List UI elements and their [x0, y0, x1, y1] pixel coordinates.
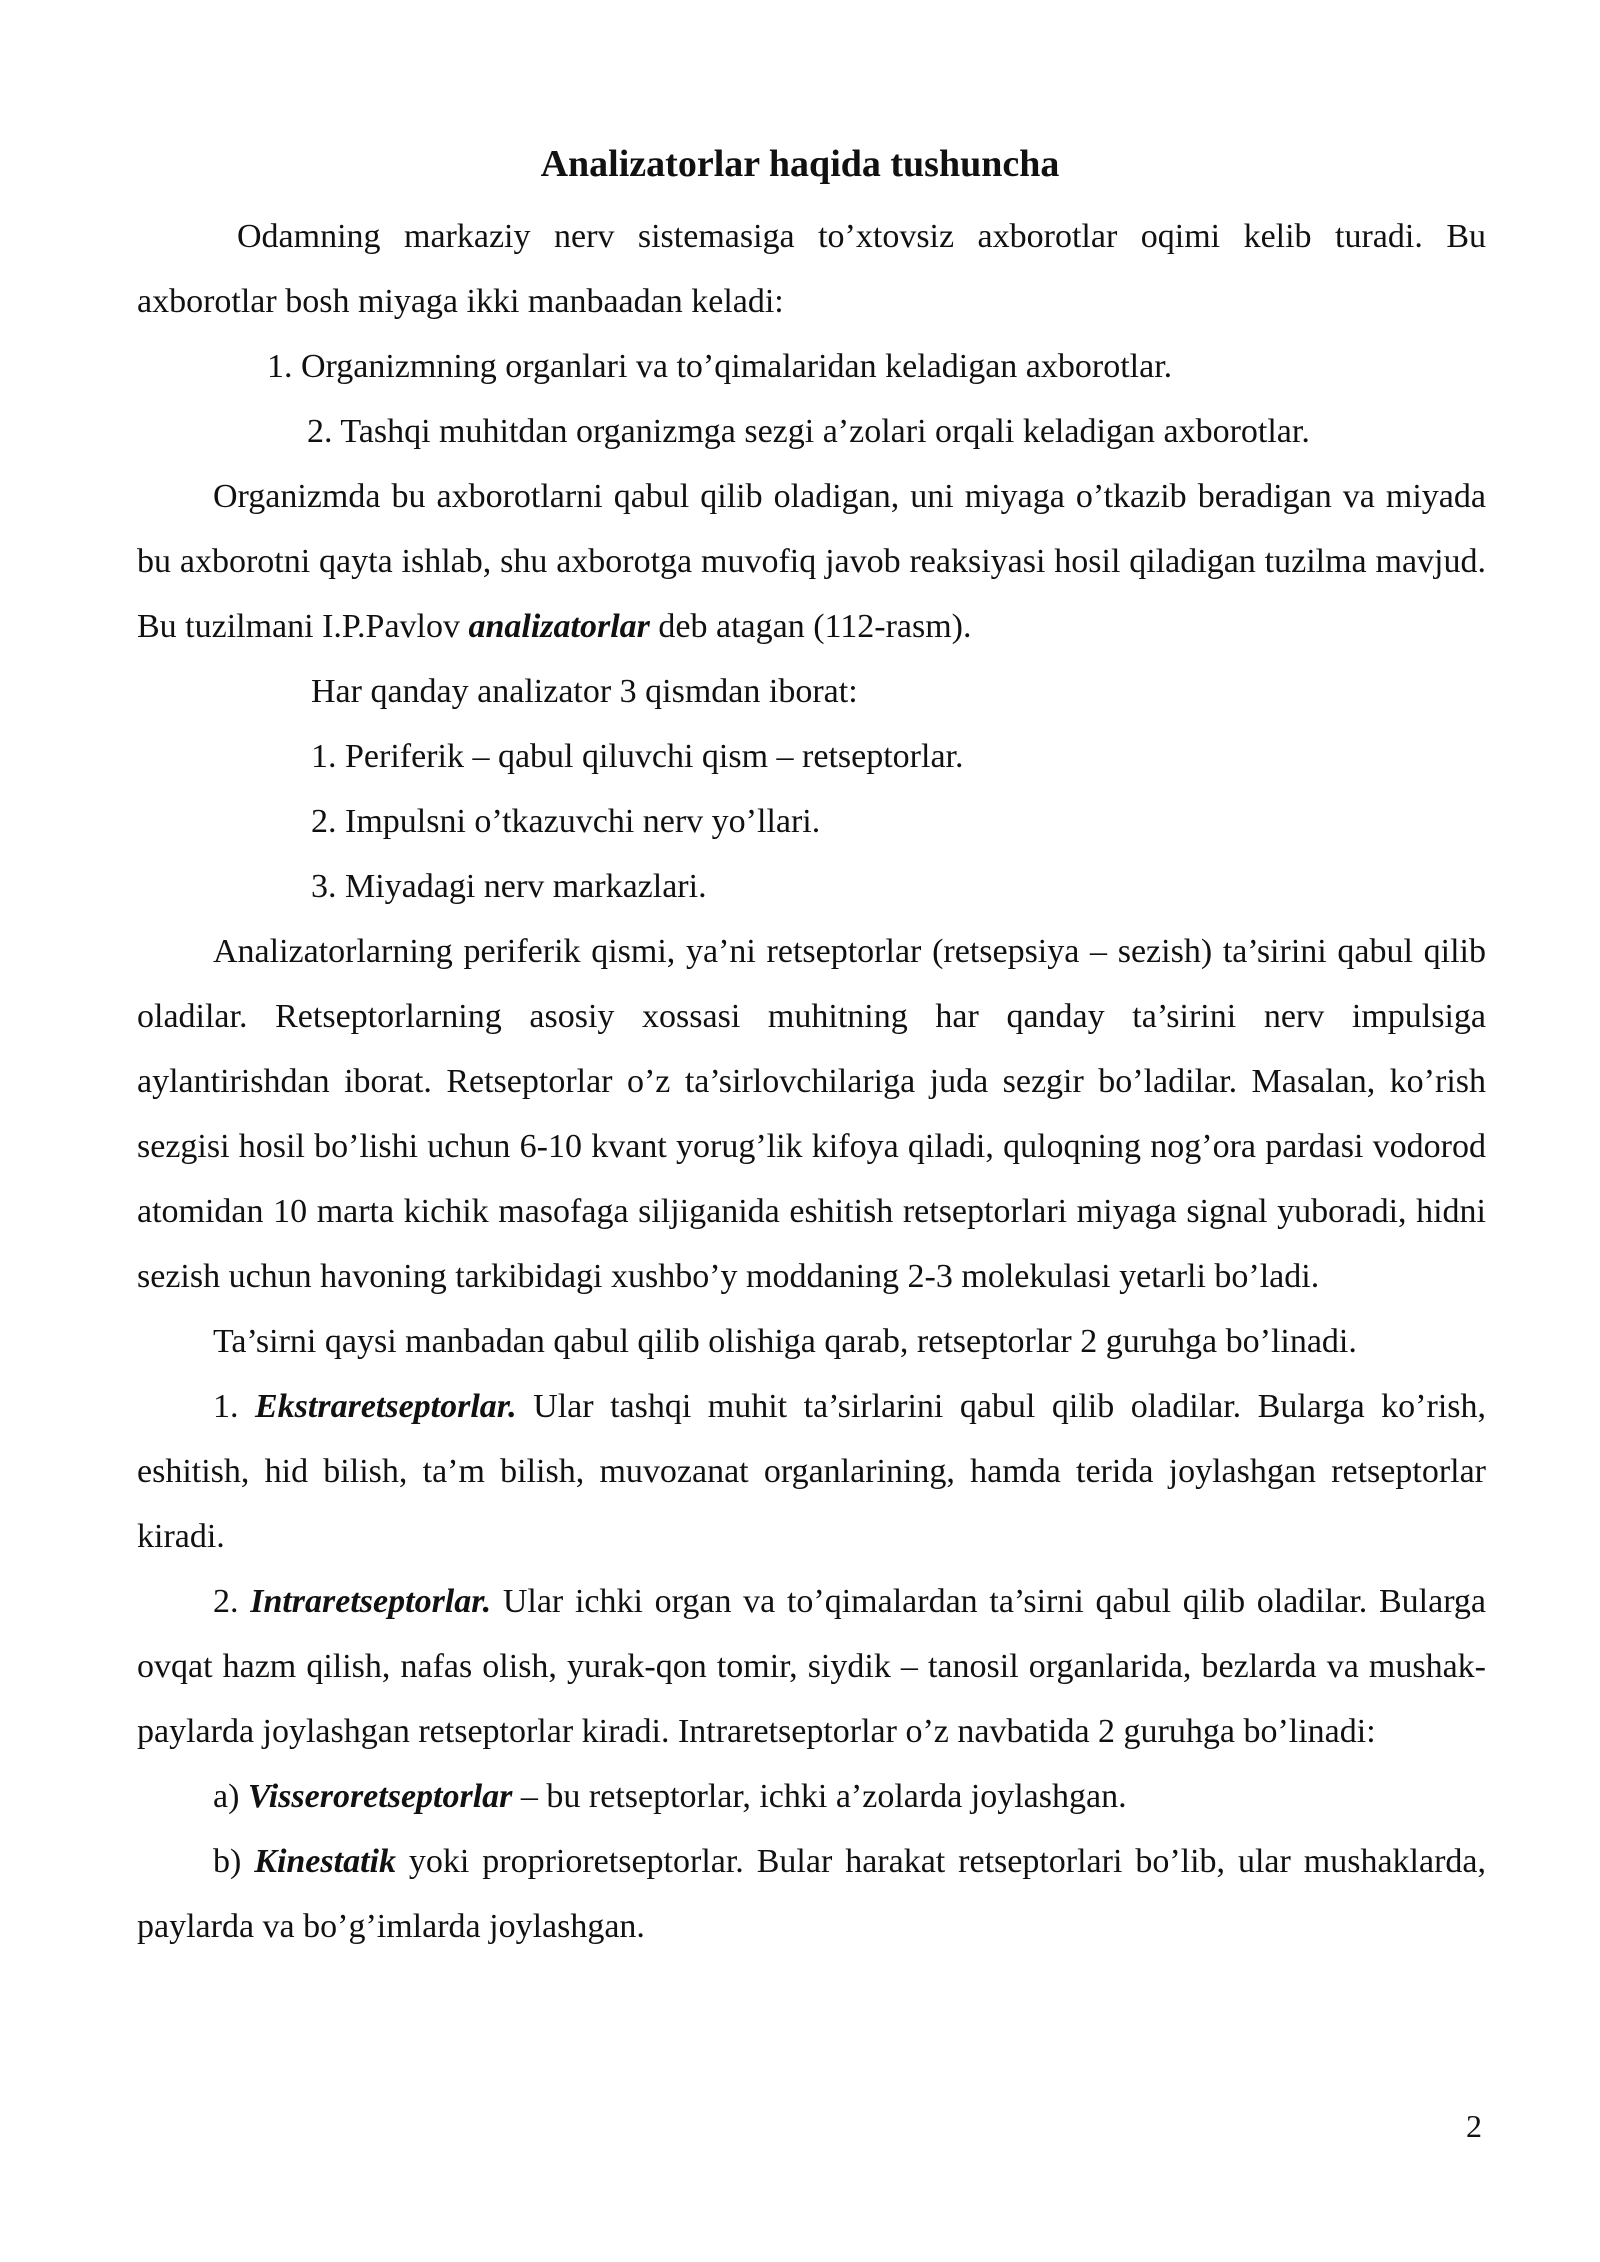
text-run: deb atagan (112-rasm).: [649, 608, 972, 645]
paragraph-kinesthetic: [137, 1829, 1486, 1959]
paragraph-analyzer-parts: Har qanday analizator 3 qismdan iborat:: [311, 673, 858, 710]
paragraph-intro: Odamning markaziy nerv sistemasiga to’xtovsiz axborotlar oqimi kelib turadi. Bu axborotlar bosh miyaga ikki manbaadan keladi:: [137, 218, 1486, 320]
text-run: yoki proprioretseptorlar. Bular harakat retseptorlari bo’lib, ular mushaklarda, paylarda va bo’g’imlarda joylashgan.: [137, 1843, 1486, 1945]
text-run: Ular tashqi muhit ta’sirlarini qabul qilib oladilar. Bularga ko’rish, eshitish, hid bilish, ta’m bilish, muvozanat organlarining, hamda terida joylashgan retseptorlar kiradi.: [137, 1388, 1486, 1555]
emphasis-ekstraretseptorlar: Ekstraretseptorlar.: [255, 1388, 517, 1425]
list-item-peripheral: 1. Periferik – qabul qiluvchi qism – retseptorlar.: [311, 738, 964, 775]
paragraph-analyzers-definition: [137, 464, 1486, 659]
paragraph-receptors: Analizatorlarning periferik qismi, ya’ni retseptorlar (retsepsiya – sezish) ta’sirini qabul qilib oladilar. Retseptorlarning asosiy xossasi muhitning har qanday ta’sirini nerv impulsiga aylantirishdan iborat. Retseptorlar o’z ta’sirlovchilariga juda sezgir bo’ladilar. Masalan, ko’rish sezgisi hosil bo’lishi uchun 6-10 kvant yorug’lik kifoya qiladi, quloqning nog’ora pardasi vodorod atomidan 10 marta kichik masofaga siljiganida eshitish retseptorlari miyaga signal yuboradi, hidni sezish uchun havoning tarkibidagi xushbo’y moddaning 2-3 molekulasi yetarli bo’ladi.: [137, 933, 1486, 1295]
emphasis-analizatorlar: analizatorlar: [468, 608, 650, 645]
emphasis-intraretseptorlar: Intraretseptorlar.: [250, 1583, 492, 1620]
text-run: b): [213, 1843, 255, 1880]
document-body: [137, 204, 1486, 1959]
emphasis-visseroretseptorlar: Visseroretseptorlar: [247, 1778, 513, 1815]
list-item-environment: 2. Tashqi muhitdan organizmga sezgi a’zolari orqali keladigan axborotlar.: [307, 413, 1310, 450]
text-run: Organizmda bu axborotlarni qabul qilib oladigan, uni miyaga o’tkazib beradigan va miyada bu axborotni qayta ishlab, shu axborotga muvofiq javob reaksiyasi hosil qiladigan tuzilma mavjud. Bu tuzilmani I.P.Pavlov: [137, 478, 1486, 645]
list-item-organs: 1. Organizmning organlari va to’qimalaridan keladigan axborotlar.: [267, 348, 1173, 385]
text-run: 1.: [213, 1388, 255, 1425]
page-title: Analizatorlar haqida tushuncha: [540, 143, 1060, 185]
text-run: – bu retseptorlar, ichki a’zolarda joylashgan.: [512, 1778, 1127, 1815]
paragraph-interoceptors: [137, 1569, 1486, 1764]
list-item-centers: 3. Miyadagi nerv markazlari.: [311, 868, 707, 905]
text-run: Ular ichki organ va to’qimalardan ta’sirni qabul qilib oladilar. Bularga ovqat hazm qilish, nafas olish, yurak-qon tomir, siydik – tanosil organlarida, bezlarda va mushak-paylarda joylashgan retseptorlar kiradi. Intraretseptorlar o’z navbatida 2 guruhga bo’linadi:: [137, 1583, 1487, 1750]
paragraph-exteroceptors: [137, 1374, 1486, 1569]
paragraph-receptor-groups: Ta’sirni qaysi manbadan qabul qilib olishiga qarab, retseptorlar 2 guruhga bo’linadi.: [213, 1323, 1357, 1360]
text-run: a): [213, 1778, 248, 1815]
emphasis-kinestatik: Kinestatik: [254, 1843, 396, 1880]
text-run: 2.: [213, 1583, 251, 1620]
list-item-pathways: 2. Impulsni o’tkazuvchi nerv yo’llari.: [311, 803, 821, 840]
page-number: 2: [1466, 2108, 1482, 2144]
paragraph-visceroceptors: [137, 1764, 1486, 1829]
